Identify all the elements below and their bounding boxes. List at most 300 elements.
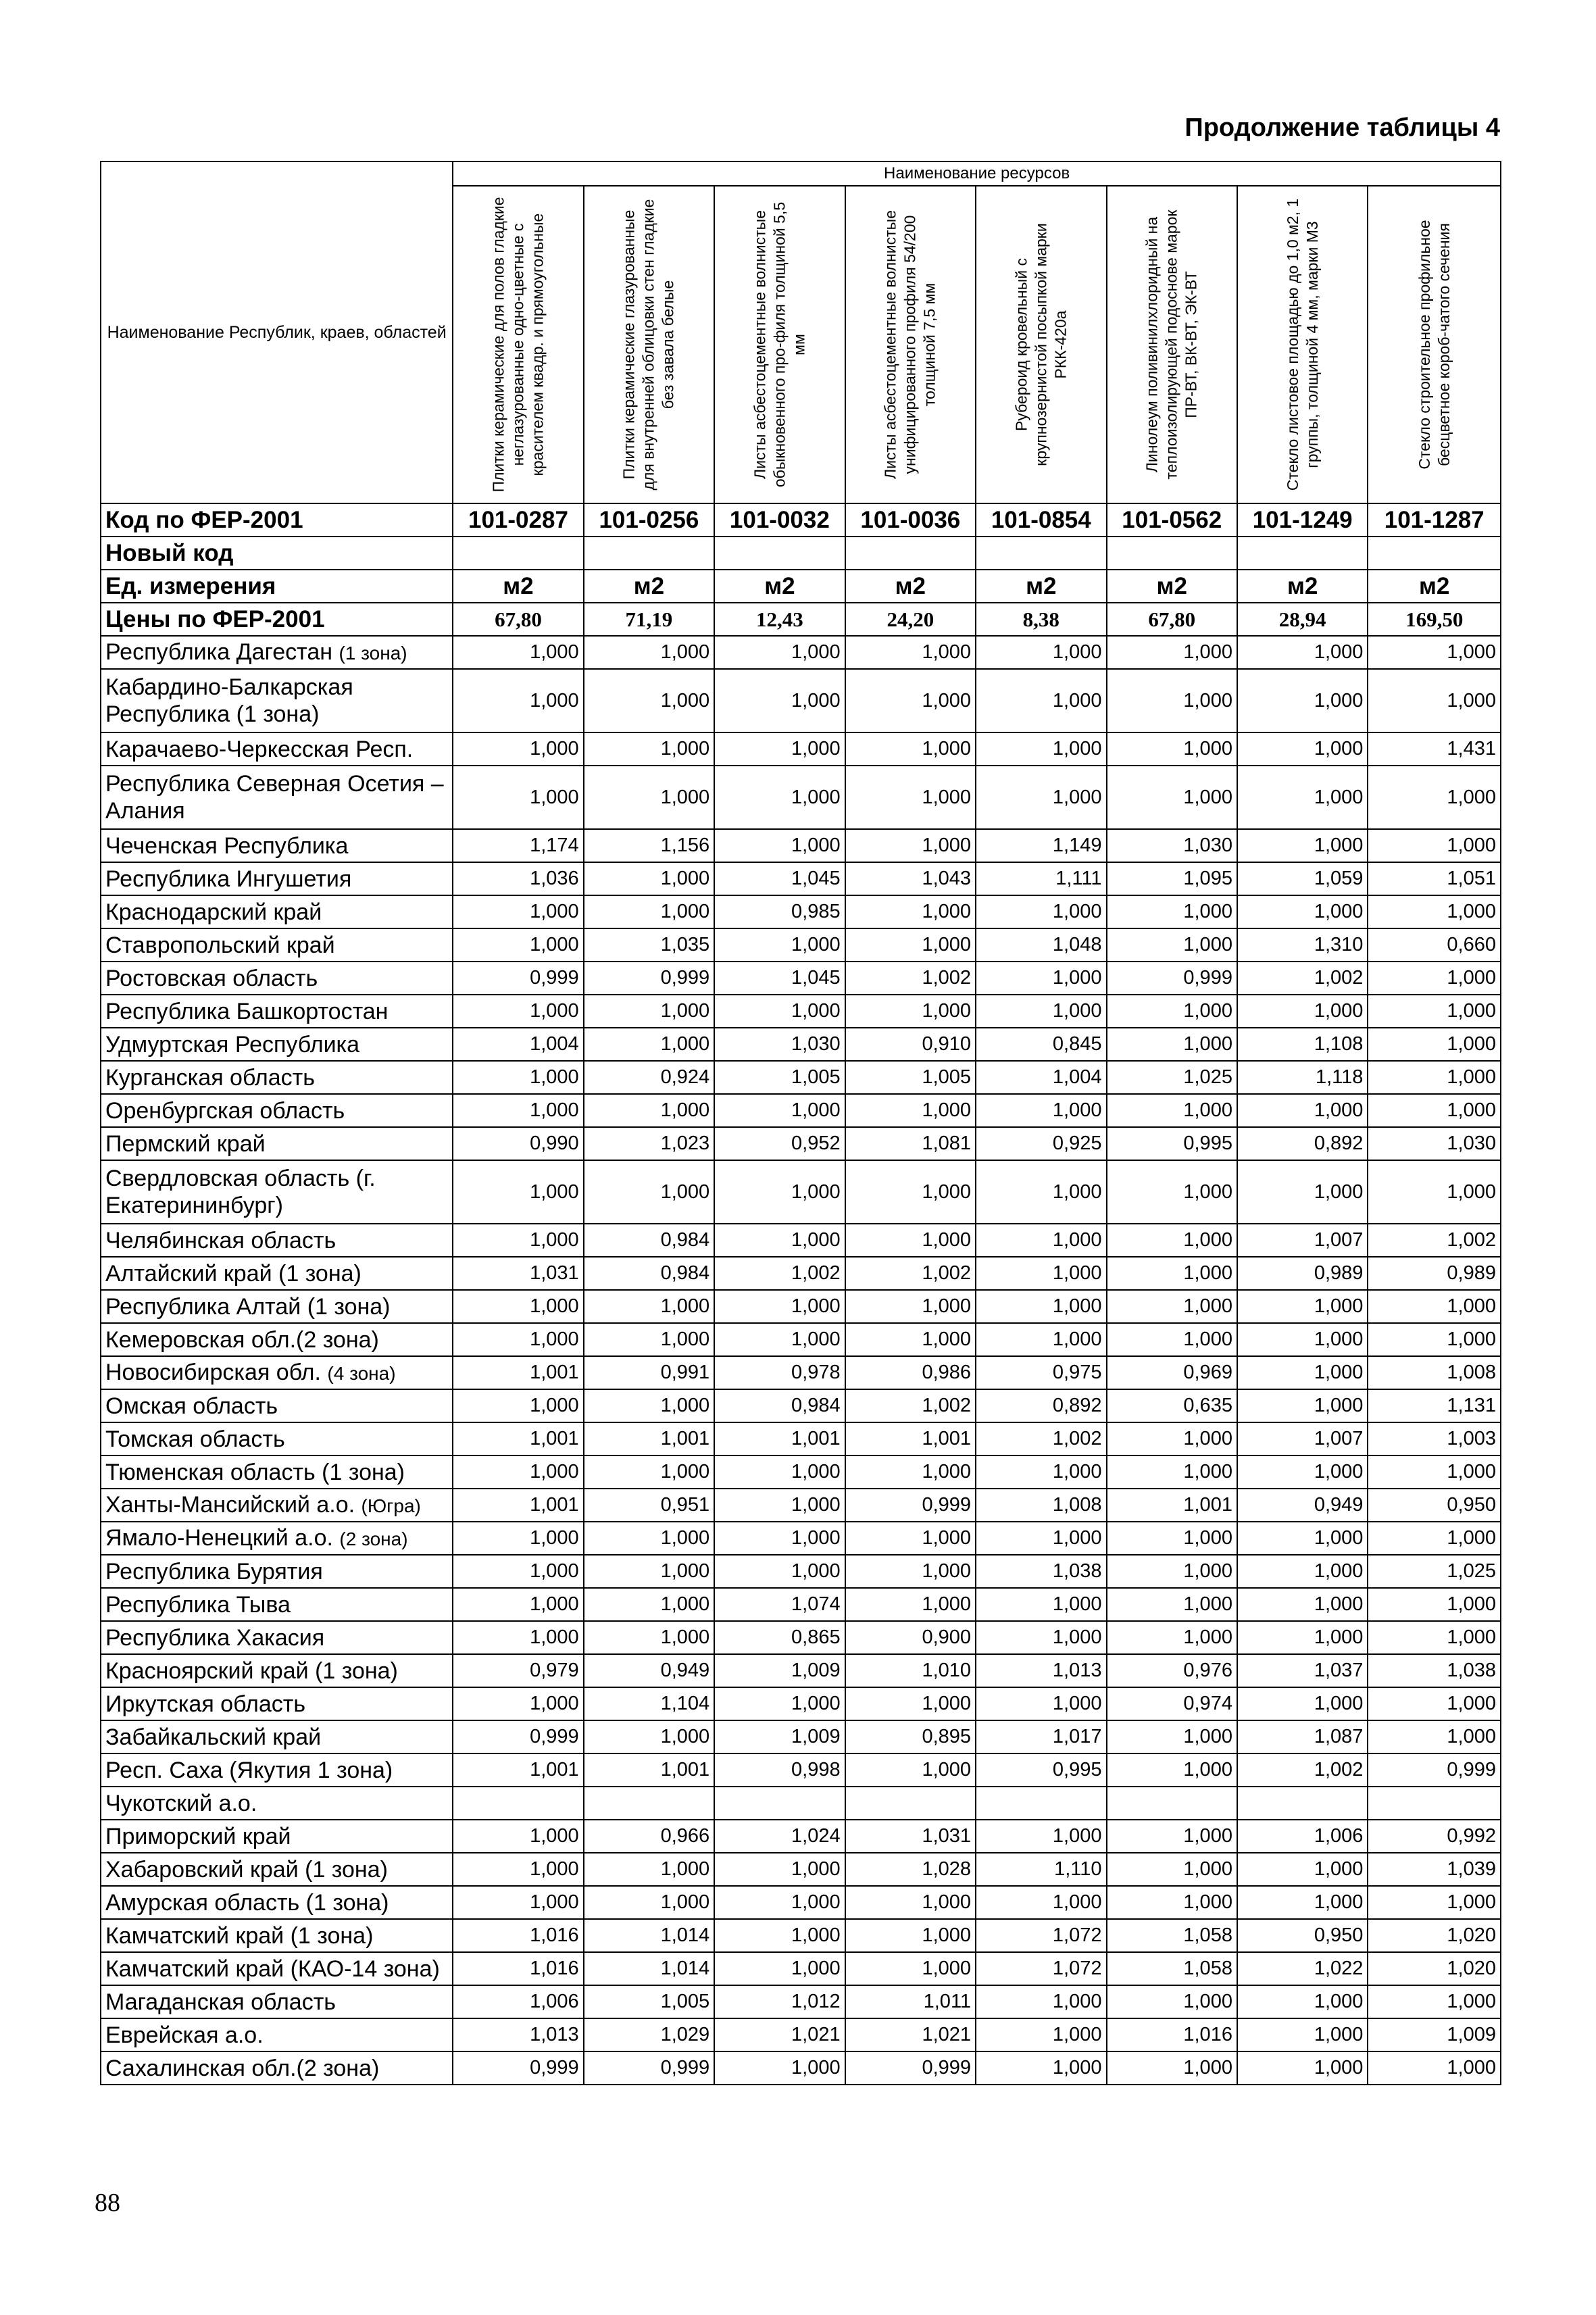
table-row — [101, 829, 1501, 862]
coefficient-cell: 1,000 — [976, 1455, 1106, 1489]
region-name — [101, 1820, 453, 1853]
coefficient-cell: 1,008 — [1368, 1356, 1501, 1389]
coefficient-cell: 1,031 — [845, 1820, 976, 1853]
coefficient-cell: 1,000 — [1368, 1061, 1501, 1094]
coefficient-cell: 1,000 — [976, 766, 1106, 829]
coefficient-cell: 1,000 — [1107, 766, 1237, 829]
coefficient-cell: 1,072 — [976, 1919, 1106, 1952]
coefficient-cell: 1,000 — [1368, 1455, 1501, 1489]
coefficient-cell: 1,038 — [1368, 1654, 1501, 1687]
table-row — [101, 1061, 1501, 1094]
region-name — [101, 1621, 453, 1654]
coefficient-cell: 1,000 — [584, 1621, 714, 1654]
region-name — [101, 1886, 453, 1919]
coefficient-cell: 1,000 — [1368, 1028, 1501, 1061]
coefficient-cell: 1,000 — [584, 1094, 714, 1127]
coefficient-cell: 0,635 — [1107, 1389, 1237, 1422]
coefficient-cell: 1,000 — [1237, 1389, 1368, 1422]
coefficient-cell: 1,000 — [1237, 1323, 1368, 1356]
coefficient-cell: 0,975 — [976, 1356, 1106, 1389]
coefficient-cell: 1,000 — [1107, 1555, 1237, 1588]
coefficient-cell: 1,000 — [845, 1753, 976, 1787]
table-row — [101, 1160, 1501, 1224]
coefficient-cell: 1,000 — [714, 995, 845, 1028]
coefficient-cell: 0,999 — [1368, 1753, 1501, 1787]
region-name-text: Кемеровская обл.(2 зона) — [105, 1326, 379, 1353]
coefficient-cell: 1,045 — [714, 862, 845, 895]
coefficient-cell: 0,951 — [584, 1489, 714, 1522]
coefficient-cell: 1,000 — [845, 1522, 976, 1555]
coefficient-cell: 1,002 — [1237, 1753, 1368, 1787]
coefficient-cell: 0,949 — [1237, 1489, 1368, 1522]
region-name-text: Камчатский край (1 зона) — [105, 1922, 374, 1949]
region-name — [101, 1290, 453, 1323]
coefficient-cell: 0,995 — [1107, 1127, 1237, 1160]
coefficient-cell — [845, 1787, 976, 1820]
coefficient-cell: 1,000 — [453, 1224, 583, 1257]
region-name — [101, 1952, 453, 1985]
resource-code: 101-0036 — [845, 503, 976, 537]
table-row — [101, 1522, 1501, 1555]
table-row — [101, 862, 1501, 895]
coefficient-cell: 1,000 — [1107, 1621, 1237, 1654]
coefficient-cell: 1,000 — [1107, 1985, 1237, 2018]
region-name — [101, 1323, 453, 1356]
resource-price: 169,50 — [1368, 603, 1501, 636]
coefficient-cell: 1,000 — [1237, 1522, 1368, 1555]
coefficient-cell: 1,000 — [453, 895, 583, 928]
coefficient-cell: 1,000 — [845, 669, 976, 732]
coefficient-cell: 0,998 — [714, 1753, 845, 1787]
region-name-text: Краснодарский край — [105, 899, 322, 925]
region-name-text: Кабардино-Балкарская Республика (1 зона) — [105, 674, 353, 727]
region-name-text: Ростовская область — [105, 965, 318, 991]
coefficient-cell: 1,000 — [976, 895, 1106, 928]
coefficient-cell: 1,025 — [1107, 1061, 1237, 1094]
coefficient-cell — [1368, 1787, 1501, 1820]
region-name — [101, 829, 453, 862]
region-name-text: Магаданская область — [105, 1989, 336, 2015]
coefficient-cell: 1,110 — [976, 1853, 1106, 1886]
coefficient-cell: 0,978 — [714, 1356, 845, 1389]
coefficient-cell: 1,030 — [714, 1028, 845, 1061]
coefficient-cell: 1,000 — [714, 1489, 845, 1522]
coefficient-cell: 1,000 — [845, 1952, 976, 1985]
coefficient-cell: 1,008 — [976, 1489, 1106, 1522]
continuation-title: Продолжение таблицы 4 — [1184, 114, 1500, 142]
coefficient-cell: 1,000 — [584, 1028, 714, 1061]
coefficient-cell: 1,000 — [1368, 1985, 1501, 2018]
region-name-text: Камчатский край (КАО-14 зона) — [105, 1956, 440, 1982]
coefficient-cell: 1,000 — [584, 1389, 714, 1422]
resource-code: 101-1287 — [1368, 503, 1501, 537]
coefficient-cell: 1,000 — [453, 669, 583, 732]
coefficient-cell: 1,000 — [453, 1588, 583, 1621]
region-name — [101, 1919, 453, 1952]
coefficient-cell: 1,021 — [845, 2018, 976, 2051]
new-code-cell — [714, 537, 845, 570]
coefficient-cell: 1,000 — [1107, 995, 1237, 1028]
region-name-text: Республика Дагестан — [105, 639, 333, 665]
coefficient-cell: 1,000 — [584, 895, 714, 928]
coefficient-cell: 0,974 — [1107, 1687, 1237, 1720]
coefficient-cell: 1,000 — [584, 1853, 714, 1886]
region-name — [101, 1094, 453, 1127]
coefficient-cell: 0,985 — [714, 895, 845, 928]
page-number: 88 — [95, 2189, 120, 2217]
coefficient-cell — [584, 1787, 714, 1820]
coefficient-cell: 1,131 — [1368, 1389, 1501, 1422]
coefficient-cell — [976, 1787, 1106, 1820]
region-name-text: Удмуртская Республика — [105, 1031, 360, 1057]
coefficient-cell: 1,111 — [976, 862, 1106, 895]
coefficient-cell: 0,999 — [453, 962, 583, 995]
coefficient-cell: 1,014 — [584, 1952, 714, 1985]
resource-code: 101-0562 — [1107, 503, 1237, 537]
coefficient-cell: 1,000 — [453, 1555, 583, 1588]
coefficient-cell: 1,000 — [1107, 1224, 1237, 1257]
coefficient-cell: 1,000 — [1368, 1522, 1501, 1555]
coefficient-cell: 1,000 — [1107, 895, 1237, 928]
coefficient-cell: 1,000 — [714, 1522, 845, 1555]
resource-code: 101-0287 — [453, 503, 583, 537]
coefficient-cell: 1,020 — [1368, 1952, 1501, 1985]
coefficient-cell: 1,013 — [453, 2018, 583, 2051]
resource-unit: м2 — [584, 570, 714, 603]
coefficient-cell: 1,002 — [845, 1257, 976, 1290]
coefficient-cell: 1,016 — [453, 1952, 583, 1985]
table-row — [101, 1820, 1501, 1853]
coefficient-cell: 0,892 — [976, 1389, 1106, 1422]
table-row — [101, 895, 1501, 928]
coefficient-cell: 1,001 — [453, 1356, 583, 1389]
region-name-text: Республика Ингушетия — [105, 866, 352, 892]
table-row — [101, 1687, 1501, 1720]
coefficient-cell: 0,986 — [845, 1356, 976, 1389]
coefficient-cell: 1,039 — [1368, 1853, 1501, 1886]
table-row — [101, 2018, 1501, 2051]
region-name-text: Красноярский край (1 зона) — [105, 1658, 398, 1684]
region-name — [101, 1787, 453, 1820]
region-name — [101, 995, 453, 1028]
region-name-text: Алтайский край (1 зона) — [105, 1260, 361, 1287]
new-code-row-label: Новый код — [101, 537, 453, 570]
coefficient-cell: 1,031 — [453, 1257, 583, 1290]
table-row — [101, 1753, 1501, 1787]
coefficient-cell: 1,000 — [1368, 1290, 1501, 1323]
region-zone: (1 зона) — [339, 642, 407, 664]
table-row — [101, 995, 1501, 1028]
coefficient-cell: 1,000 — [714, 1555, 845, 1588]
coefficient-cell: 1,000 — [1107, 1753, 1237, 1787]
table-row — [101, 962, 1501, 995]
coefficient-cell: 1,022 — [1237, 1952, 1368, 1985]
coefficient-cell: 1,081 — [845, 1127, 976, 1160]
coefficient-cell: 0,979 — [453, 1654, 583, 1687]
coefficient-cell: 1,000 — [976, 669, 1106, 732]
coefficient-cell: 1,000 — [453, 1094, 583, 1127]
coefficient-cell: 1,051 — [1368, 862, 1501, 895]
table-row — [101, 1290, 1501, 1323]
region-name-text: Сахалинская обл.(2 зона) — [105, 2055, 380, 2081]
coefficient-cell: 1,000 — [453, 1290, 583, 1323]
coefficient-cell: 1,000 — [1368, 1094, 1501, 1127]
coefficient-cell: 1,000 — [845, 1588, 976, 1621]
table-row — [101, 928, 1501, 962]
coefficient-cell: 1,000 — [845, 895, 976, 928]
coefficient-cell: 0,949 — [584, 1654, 714, 1687]
coefficient-cell: 1,000 — [845, 1323, 976, 1356]
table-row — [101, 1489, 1501, 1522]
coefficient-cell: 1,009 — [714, 1720, 845, 1753]
coefficient-cell: 1,017 — [976, 1720, 1106, 1753]
coefficient-cell: 0,660 — [1368, 928, 1501, 962]
new-code-cell — [845, 537, 976, 570]
region-name — [101, 766, 453, 829]
region-name-text: Еврейская а.о. — [105, 2022, 264, 2048]
coefficient-cell: 1,000 — [453, 1061, 583, 1094]
region-name — [101, 1555, 453, 1588]
coefficient-cell: 0,984 — [584, 1257, 714, 1290]
coefficient-cell: 0,984 — [714, 1389, 845, 1422]
coefficient-cell: 1,007 — [1237, 1224, 1368, 1257]
code-row-label: Код по ФЕР-2001 — [101, 503, 453, 537]
coefficient-cell: 1,000 — [1368, 1720, 1501, 1753]
coefficient-cell: 1,001 — [453, 1753, 583, 1787]
coefficient-cell: 1,000 — [845, 829, 976, 862]
resource-header-cell — [453, 186, 583, 503]
region-name — [101, 1422, 453, 1455]
coefficient-cell: 1,014 — [584, 1919, 714, 1952]
coefficient-cell: 1,000 — [1237, 732, 1368, 766]
coefficient-cell: 1,000 — [584, 636, 714, 669]
coefficient-cell: 1,016 — [453, 1919, 583, 1952]
coefficient-cell: 0,999 — [1107, 962, 1237, 995]
region-name-text: Свердловская область (г. Екатерининбург) — [105, 1166, 376, 1218]
resource-description: Листы асбестоцементные волнистые обыкновенного про-филя толщиной 5,5 мм — [751, 201, 808, 488]
coefficient-cell: 1,174 — [453, 829, 583, 862]
coefficient-cell: 1,000 — [1368, 1160, 1501, 1224]
region-name-text: Республика Башкортостан — [105, 998, 389, 1024]
coefficient-cell: 1,000 — [1368, 895, 1501, 928]
coefficient-cell: 0,989 — [1237, 1257, 1368, 1290]
table-row — [101, 1919, 1501, 1952]
coefficient-cell: 1,000 — [976, 732, 1106, 766]
region-name — [101, 1720, 453, 1753]
coefficient-cell: 1,072 — [976, 1952, 1106, 1985]
coefficient-cell: 1,001 — [1107, 1489, 1237, 1522]
resource-description: Плитки керамические глазурованные для внутренней облицовки стен гладкие без завала белые — [620, 199, 677, 491]
coefficient-cell: 1,000 — [714, 1323, 845, 1356]
new-code-cell — [584, 537, 714, 570]
coefficient-cell: 1,000 — [453, 636, 583, 669]
coefficient-cell: 1,006 — [453, 1985, 583, 2018]
price-row-label: Цены по ФЕР-2001 — [101, 603, 453, 636]
coefficient-cell: 0,999 — [845, 2051, 976, 2085]
region-name-text: Томская область — [105, 1426, 285, 1452]
coefficient-cell: 1,000 — [584, 1455, 714, 1489]
coefficient-cell: 1,000 — [584, 1522, 714, 1555]
coefficient-cell: 1,000 — [845, 1290, 976, 1323]
coefficient-cell: 0,999 — [453, 1720, 583, 1753]
coefficient-cell: 1,000 — [1107, 1588, 1237, 1621]
coefficient-cell: 1,030 — [1368, 1127, 1501, 1160]
coefficient-cell: 1,002 — [1368, 1224, 1501, 1257]
resource-description: Листы асбестоцементные волнистые унифицированного профиля 54/200 толщиной 7,5 мм — [881, 210, 939, 479]
table-row — [101, 1455, 1501, 1489]
coefficient-cell: 1,000 — [453, 1687, 583, 1720]
coefficient-cell: 1,000 — [1237, 1886, 1368, 1919]
coefficient-cell: 1,000 — [976, 1588, 1106, 1621]
coefficient-cell: 1,000 — [1368, 1588, 1501, 1621]
coefficient-cell: 0,969 — [1107, 1356, 1237, 1389]
coefficient-cell: 1,000 — [714, 1094, 845, 1127]
coefficient-cell: 1,000 — [714, 732, 845, 766]
coefficient-cell: 1,149 — [976, 829, 1106, 862]
resource-price: 67,80 — [1107, 603, 1237, 636]
region-name — [101, 1522, 453, 1555]
coefficient-cell: 1,000 — [1107, 732, 1237, 766]
region-name-text: Чукотский а.о. — [105, 1790, 257, 1816]
table-row — [101, 1787, 1501, 1820]
region-name — [101, 862, 453, 895]
coefficient-cell: 1,000 — [976, 1094, 1106, 1127]
coefficient-cell: 1,000 — [714, 2051, 845, 2085]
coefficient-cell: 1,000 — [714, 1224, 845, 1257]
region-name-text: Республика Северная Осетия – Алания — [105, 771, 444, 824]
resource-description: Рубероид кровельный с крупнозернистой посыпкой марки РКК-420а — [1012, 223, 1070, 466]
coefficient-cell: 1,028 — [845, 1853, 976, 1886]
coefficient-cell: 1,000 — [453, 1820, 583, 1853]
coefficient-cell: 1,021 — [714, 2018, 845, 2051]
coefficient-cell: 1,037 — [1237, 1654, 1368, 1687]
region-name-text: Ставропольский край — [105, 932, 335, 958]
coefficient-cell: 1,000 — [1368, 829, 1501, 862]
coefficient-cell: 1,000 — [1368, 1687, 1501, 1720]
coefficient-cell: 1,035 — [584, 928, 714, 962]
coefficient-cell: 0,989 — [1368, 1257, 1501, 1290]
region-name — [101, 1389, 453, 1422]
coefficient-cell — [1237, 1787, 1368, 1820]
coefficient-cell: 1,005 — [584, 1985, 714, 2018]
region-name — [101, 1753, 453, 1787]
region-name-text: Ямало-Ненецкий а.о. — [105, 1524, 333, 1551]
coefficient-cell: 1,000 — [976, 1621, 1106, 1654]
table-row — [101, 1094, 1501, 1127]
region-name-text: Курганская область — [105, 1064, 315, 1091]
coefficient-cell: 1,038 — [976, 1555, 1106, 1588]
coefficient-cell: 1,024 — [714, 1820, 845, 1853]
resource-price: 8,38 — [976, 603, 1106, 636]
coefficient-cell: 1,000 — [453, 928, 583, 962]
region-name — [101, 1356, 453, 1389]
coefficient-cell: 1,000 — [1237, 1588, 1368, 1621]
resource-price: 28,94 — [1237, 603, 1368, 636]
coefficient-cell: 0,984 — [584, 1224, 714, 1257]
coefficient-cell: 1,000 — [1237, 1455, 1368, 1489]
coefficient-cell: 1,000 — [453, 995, 583, 1028]
coefficient-cell: 1,000 — [1237, 2018, 1368, 2051]
coefficient-cell: 1,000 — [845, 732, 976, 766]
coefficient-cell: 1,036 — [453, 862, 583, 895]
region-name — [101, 928, 453, 962]
region-name-text: Оренбургская область — [105, 1097, 345, 1124]
coefficient-cell: 1,095 — [1107, 862, 1237, 895]
resource-code: 101-1249 — [1237, 503, 1368, 537]
coefficient-cell: 1,000 — [584, 669, 714, 732]
coefficient-cell: 1,030 — [1107, 829, 1237, 862]
coefficient-cell: 1,118 — [1237, 1061, 1368, 1094]
coefficient-cell: 0,999 — [584, 962, 714, 995]
coefficient-cell: 1,000 — [976, 1160, 1106, 1224]
region-name — [101, 1654, 453, 1687]
resource-header-cell — [976, 186, 1106, 503]
table-row — [101, 1985, 1501, 2018]
resource-code: 101-0854 — [976, 503, 1106, 537]
new-code-cell — [1107, 537, 1237, 570]
coefficient-cell: 1,048 — [976, 928, 1106, 962]
coefficient-cell: 1,004 — [976, 1061, 1106, 1094]
coefficient-cell: 0,900 — [845, 1621, 976, 1654]
coefficient-cell: 1,002 — [976, 1422, 1106, 1455]
coefficient-cell: 1,000 — [453, 1886, 583, 1919]
coefficient-cell: 1,000 — [1237, 636, 1368, 669]
region-name-text: Карачаево-Черкесская Респ. — [105, 736, 414, 762]
coefficient-cell: 1,000 — [1368, 2051, 1501, 2085]
resource-code: 101-0256 — [584, 503, 714, 537]
coefficient-cell: 1,000 — [976, 1224, 1106, 1257]
coefficient-cell: 1,059 — [1237, 862, 1368, 895]
coefficient-cell: 1,000 — [1237, 1356, 1368, 1389]
table-row — [101, 2051, 1501, 2085]
coefficient-cell: 1,058 — [1107, 1952, 1237, 1985]
coefficient-cell: 1,000 — [714, 928, 845, 962]
region-header: Наименование Республик, краев, областей — [101, 161, 453, 503]
coefficient-cell: 1,000 — [845, 1224, 976, 1257]
coefficient-cell: 1,000 — [1237, 1290, 1368, 1323]
coefficient-cell: 1,003 — [1368, 1422, 1501, 1455]
coefficient-cell: 1,000 — [714, 766, 845, 829]
table-row — [101, 1323, 1501, 1356]
region-name-text: Тюменская область (1 зона) — [105, 1459, 405, 1485]
coefficient-cell: 1,000 — [1237, 669, 1368, 732]
region-name-text: Челябинская область — [105, 1227, 336, 1253]
region-name-text: Новосибирская обл. — [105, 1359, 321, 1385]
coefficient-cell: 1,000 — [1107, 1886, 1237, 1919]
coefficient-cell: 0,925 — [976, 1127, 1106, 1160]
coefficient-cell: 1,000 — [976, 636, 1106, 669]
coefficient-cell: 1,000 — [845, 928, 976, 962]
coefficient-cell: 0,976 — [1107, 1654, 1237, 1687]
coefficient-cell: 1,001 — [845, 1422, 976, 1455]
coefficient-cell: 1,000 — [845, 1687, 976, 1720]
region-zone: (4 зона) — [327, 1362, 396, 1384]
coefficient-cell: 1,000 — [453, 1160, 583, 1224]
coefficient-cell: 0,999 — [584, 2051, 714, 2085]
coefficient-cell: 0,892 — [1237, 1127, 1368, 1160]
coefficient-cell: 1,104 — [584, 1687, 714, 1720]
region-name — [101, 1455, 453, 1489]
coefficient-cell: 1,000 — [1368, 995, 1501, 1028]
new-code-cell — [1368, 537, 1501, 570]
table-row — [101, 766, 1501, 829]
coefficient-cell: 1,000 — [1107, 669, 1237, 732]
resource-unit: м2 — [1237, 570, 1368, 603]
coefficient-cell: 1,007 — [1237, 1422, 1368, 1455]
resource-description: Плитки керамические для полов гладкие неглазурованные одно-цветные с красителем квадр. и прямоугольные — [489, 197, 547, 493]
coefficient-cell: 1,000 — [845, 995, 976, 1028]
coefficient-cell: 1,020 — [1368, 1919, 1501, 1952]
